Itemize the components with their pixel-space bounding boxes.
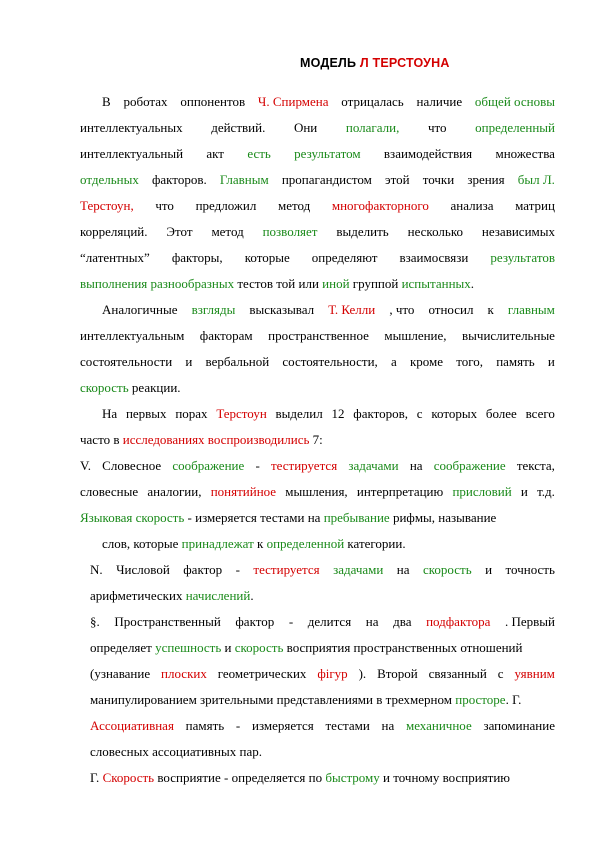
- text-line: [80, 482, 555, 502]
- text-run: вербальной: [205, 354, 270, 369]
- text-run: факторов.: [151, 172, 207, 187]
- text-line: [102, 92, 555, 112]
- text-run: арифметических: [90, 588, 186, 603]
- text-line: [80, 430, 555, 450]
- text-run: предложил: [195, 198, 257, 213]
- text-run: выделить: [336, 224, 389, 239]
- text-run: на: [396, 562, 410, 577]
- text-run: и: [547, 354, 555, 369]
- highlight-green: скорость: [80, 380, 129, 395]
- text-run: относил: [428, 302, 474, 317]
- highlight-green: был Л.: [517, 172, 555, 187]
- text-line: [80, 326, 555, 346]
- text-run: этой: [385, 172, 410, 187]
- text-run: определяют: [311, 250, 378, 265]
- text-run: кроме: [409, 354, 444, 369]
- text-run: фактор: [235, 614, 275, 629]
- text-run: N.: [90, 562, 103, 577]
- text-run: с: [416, 406, 423, 421]
- highlight-green: задачами: [348, 458, 399, 473]
- text-run: восприятия пространственных отношений: [283, 640, 523, 655]
- text-run: действий.: [211, 120, 266, 135]
- text-run: делится: [307, 614, 352, 629]
- text-line: [102, 534, 555, 554]
- highlight-green: Главным: [219, 172, 269, 187]
- text-run: . Г.: [505, 692, 522, 707]
- highlight-red: подфактора: [426, 614, 491, 629]
- text-run: акт: [206, 146, 224, 161]
- highlight-green: просторе: [455, 692, 506, 707]
- text-run: роботах: [123, 94, 168, 109]
- text-run: и: [221, 640, 235, 655]
- highlight-green: главным: [507, 302, 555, 317]
- highlight-green: результатом: [294, 146, 361, 161]
- highlight-green: определенный: [475, 120, 555, 135]
- highlight-red: Терстоун: [216, 406, 267, 421]
- text-run: которые: [244, 250, 290, 265]
- text-run: взаимосвязи: [399, 250, 469, 265]
- text-line: [80, 196, 555, 216]
- text-run: точность: [505, 562, 555, 577]
- text-run: Второй: [377, 666, 418, 681]
- text-run: часто в: [80, 432, 123, 447]
- text-run: на: [381, 718, 395, 733]
- text-run: и: [485, 562, 493, 577]
- text-run: вычислительные: [462, 328, 555, 343]
- text-run: Этот: [166, 224, 193, 239]
- highlight-green: начислений: [185, 588, 251, 603]
- highlight-red: многофакторного: [331, 198, 429, 213]
- highlight-green: задачами: [333, 562, 384, 577]
- text-run: рифмы, называние: [389, 510, 497, 525]
- text-run: связанный: [428, 666, 487, 681]
- highlight-green: принадлежат: [181, 536, 254, 551]
- text-line: [80, 456, 555, 476]
- text-run: . Первый: [504, 614, 555, 629]
- text-run: состоятельности,: [282, 354, 378, 369]
- highlight-green: определенной: [266, 536, 345, 551]
- highlight-green: результатов: [490, 250, 555, 265]
- text-run: 12: [331, 406, 345, 421]
- text-run: (узнавание: [90, 666, 151, 681]
- text-run: и: [185, 354, 193, 369]
- text-run: отрицалась: [341, 94, 404, 109]
- text-run: - измеряется тестами на: [184, 510, 324, 525]
- text-run: метод: [211, 224, 244, 239]
- text-run: факторы,: [171, 250, 223, 265]
- text-run: группой: [349, 276, 402, 291]
- text-line: [90, 560, 555, 580]
- text-run: измеряется: [251, 718, 314, 733]
- highlight-red: уявним: [514, 666, 555, 681]
- highlight-green: присловий: [452, 484, 512, 499]
- text-run: состоятельности: [80, 354, 173, 369]
- highlight-red: Ассоциативная: [90, 718, 174, 733]
- text-run: зрения: [467, 172, 505, 187]
- highlight-green: полагали,: [345, 120, 400, 135]
- text-line: [102, 404, 555, 424]
- highlight-green: есть: [247, 146, 271, 161]
- highlight-green: отдельных: [80, 172, 139, 187]
- text-run: 7:: [309, 432, 323, 447]
- highlight-green: выполнения разнообразных: [80, 276, 235, 291]
- text-line: [90, 638, 555, 658]
- title-red: Л ТЕРСТОУНА: [359, 56, 450, 70]
- text-run: интерпретацию: [356, 484, 444, 499]
- text-run: .: [470, 276, 475, 291]
- text-run: точки: [422, 172, 455, 187]
- text-line: [90, 664, 555, 684]
- highlight-red: плоских: [161, 666, 207, 681]
- highlight-green: быстрому: [325, 770, 380, 785]
- highlight-red: исследованиях воспроизводились: [122, 432, 310, 447]
- text-run: Г.: [90, 770, 103, 785]
- text-run: а: [390, 354, 397, 369]
- text-run: -: [235, 718, 241, 733]
- highlight-green: взгляды: [191, 302, 236, 317]
- text-run: корреляций.: [80, 224, 148, 239]
- highlight-green: успешность: [155, 640, 222, 655]
- highlight-red: Ч. Спирмена: [257, 94, 329, 109]
- text-run: два: [393, 614, 412, 629]
- highlight-red: тестируется: [253, 562, 320, 577]
- text-run: словесных ассоциативных пар.: [90, 744, 262, 759]
- text-run: Они: [293, 120, 318, 135]
- text-run: на: [365, 614, 379, 629]
- text-run: Пространственный: [114, 614, 221, 629]
- text-run: ).: [358, 666, 367, 681]
- text-line: [90, 690, 555, 710]
- text-line: [80, 274, 555, 294]
- text-run: слов, которые: [102, 536, 182, 551]
- text-line: [80, 222, 555, 242]
- text-run: восприятие - определяется по: [154, 770, 326, 785]
- page-title: [300, 56, 560, 70]
- text-run: мышления,: [285, 484, 348, 499]
- text-run: категории.: [344, 536, 406, 551]
- highlight-green: иной: [322, 276, 350, 291]
- text-line: [80, 118, 555, 138]
- text-line: [90, 742, 555, 762]
- text-run: Аналогичные: [102, 302, 178, 317]
- highlight-red: фігур: [317, 666, 348, 681]
- text-run: порах: [175, 406, 208, 421]
- text-run: интеллектуальный: [80, 146, 184, 161]
- text-run: определяет: [90, 640, 156, 655]
- text-run: аналогии,: [147, 484, 202, 499]
- text-run: выделил: [275, 406, 323, 421]
- text-line: [80, 508, 555, 528]
- text-line: [80, 248, 555, 268]
- text-run: факторов,: [353, 406, 409, 421]
- text-run: -: [288, 614, 294, 629]
- text-run: .: [250, 588, 254, 603]
- text-run: память: [496, 354, 535, 369]
- text-run: текста,: [516, 458, 555, 473]
- text-run: интеллектуальных: [80, 120, 183, 135]
- text-run: тестами: [325, 718, 370, 733]
- text-line: [80, 378, 555, 398]
- highlight-green: общей основы: [474, 94, 555, 109]
- text-run: анализа: [450, 198, 494, 213]
- text-run: взаимодействия: [383, 146, 473, 161]
- text-run: что: [427, 120, 447, 135]
- text-run: V.: [80, 458, 91, 473]
- text-line: [90, 768, 555, 788]
- text-run: память: [185, 718, 225, 733]
- text-run: т.д.: [537, 484, 555, 499]
- text-run: геометрических: [217, 666, 307, 681]
- text-run: множества: [495, 146, 555, 161]
- text-run: с: [497, 666, 504, 681]
- text-run: Словесное: [102, 458, 162, 473]
- highlight-green: механичное: [405, 718, 472, 733]
- highlight-red: Т. Келли: [328, 302, 376, 317]
- text-run: более: [485, 406, 517, 421]
- text-run: к: [253, 536, 267, 551]
- text-run: которых: [431, 406, 478, 421]
- text-run: мышление,: [384, 328, 447, 343]
- highlight-green: испытанных: [401, 276, 471, 291]
- highlight-green: соображение: [433, 458, 506, 473]
- text-run: манипулированием зрительными представлениями в трехмерном: [90, 692, 456, 707]
- text-run: наличие: [416, 94, 463, 109]
- text-run: на: [409, 458, 423, 473]
- title-black: МОДЕЛЬ: [300, 56, 357, 70]
- text-run: , что: [389, 302, 415, 317]
- highlight-red: тестируется: [270, 458, 338, 473]
- text-run: к: [487, 302, 494, 317]
- text-line: [90, 612, 555, 632]
- text-run: “латентных”: [80, 250, 150, 265]
- text-run: фактор: [183, 562, 223, 577]
- text-line: [80, 352, 555, 372]
- text-run: На: [102, 406, 118, 421]
- text-run: -: [255, 458, 260, 473]
- text-run: и: [520, 484, 528, 499]
- text-run: оппонентов: [180, 94, 246, 109]
- text-run: Числовой: [116, 562, 170, 577]
- text-run: пропагандистом: [281, 172, 372, 187]
- text-run: независимых: [481, 224, 555, 239]
- text-line: [102, 300, 555, 320]
- text-run: запоминание: [483, 718, 555, 733]
- text-run: словесные: [80, 484, 139, 499]
- text-run: пространственное: [268, 328, 369, 343]
- highlight-green: пребывание: [323, 510, 390, 525]
- highlight-green: Языковая скорость: [80, 510, 185, 525]
- text-run: В: [102, 94, 111, 109]
- highlight-red: Скорость: [102, 770, 155, 785]
- text-run: §.: [90, 614, 100, 629]
- text-run: высказывал: [249, 302, 315, 317]
- text-run: и точному восприятию: [379, 770, 511, 785]
- highlight-green: соображение: [172, 458, 245, 473]
- highlight-green: позволяет: [262, 224, 318, 239]
- text-line: [90, 716, 555, 736]
- highlight-red: Терстоун,: [80, 198, 134, 213]
- text-run: всего: [525, 406, 555, 421]
- text-run: реакции.: [128, 380, 181, 395]
- text-run: метод: [277, 198, 311, 213]
- text-run: интеллектуальным: [80, 328, 185, 343]
- text-line: [80, 170, 555, 190]
- text-run: несколько: [407, 224, 463, 239]
- text-run: первых: [125, 406, 167, 421]
- text-run: тестов той или: [234, 276, 323, 291]
- highlight-green: скорость: [423, 562, 472, 577]
- text-run: того,: [456, 354, 483, 369]
- text-run: матриц: [515, 198, 555, 213]
- text-run: факторам: [199, 328, 253, 343]
- highlight-green: скорость: [234, 640, 284, 655]
- text-run: -: [235, 562, 240, 577]
- text-line: [90, 586, 555, 606]
- text-run: что: [155, 198, 174, 213]
- text-line: [80, 144, 555, 164]
- highlight-red: понятийное: [210, 484, 277, 499]
